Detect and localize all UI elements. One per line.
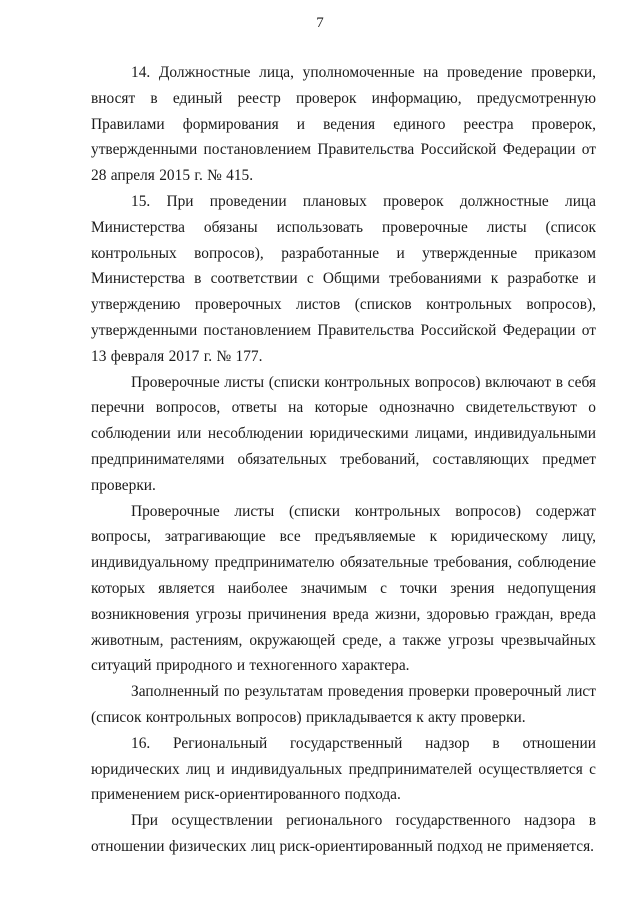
paragraph-16-risk-approach: 16. Региональный государственный надзор в отношении юридических лиц и индивидуальных предпринимателей осуществляется с применением риск-ориентированного подхода. [91,734,596,804]
paragraph-checklists-contents: Проверочные листы (списки контрольных вопросов) включают в себя перечни вопросов, ответы на которые однозначно свидетельствуют о соблюдении или несоблюдении юридическими лицами, индивидуальными предпринимателями обязательных требований, составляющих предмет проверки. [91,373,596,494]
page-number: 7 [316,15,324,31]
document-body [91,60,596,860]
paragraph-checklist-attachment: Заполненный по результатам проведения проверки проверочный лист (список контрольных вопросов) прикладывается к акту проверки. [91,683,596,726]
paragraph-checklists-questions: Проверочные листы (списки контрольных вопросов) содержат вопросы, затрагивающие все предъявляемые к юридическому лицу, индивидуальному предпринимателю обязательные требования, соблюдение которых является наиболее значимым с точки зрения недопущения возникновения угрозы причинения вреда жизни, здоровью граждан, вреда животным, растениям, окружающей среде, а также угрозы чрезвычайных ситуаций природного и техногенного характера. [91,502,596,675]
paragraph-15-checklists: 15. При проведении плановых проверок должностные лица Министерства обязаны использовать проверочные листы (список контрольных вопросов), разработанные и утвержденные приказом Министерства в соответствии с Общими требованиями к разработке и утверждению проверочных листов (списков контрольных вопросов), утвержденными постановлением Правительства Российской Федерации от 13 февраля 2017 г. № 177. [91,192,596,365]
paragraph-individuals-exemption: При осуществлении регионального государственного надзора в отношении физических лиц риск-ориентированный подход не применяется. [91,812,596,855]
paragraph-14-registry: 14. Должностные лица, уполномоченные на проведение проверки, вносят в единый реестр проверок информацию, предусмотренную Правилами формирования и ведения единого реестра проверок, утвержденными постановлением Правительства Российской Федерации от 28 апреля 2015 г. № 415. [91,64,596,185]
